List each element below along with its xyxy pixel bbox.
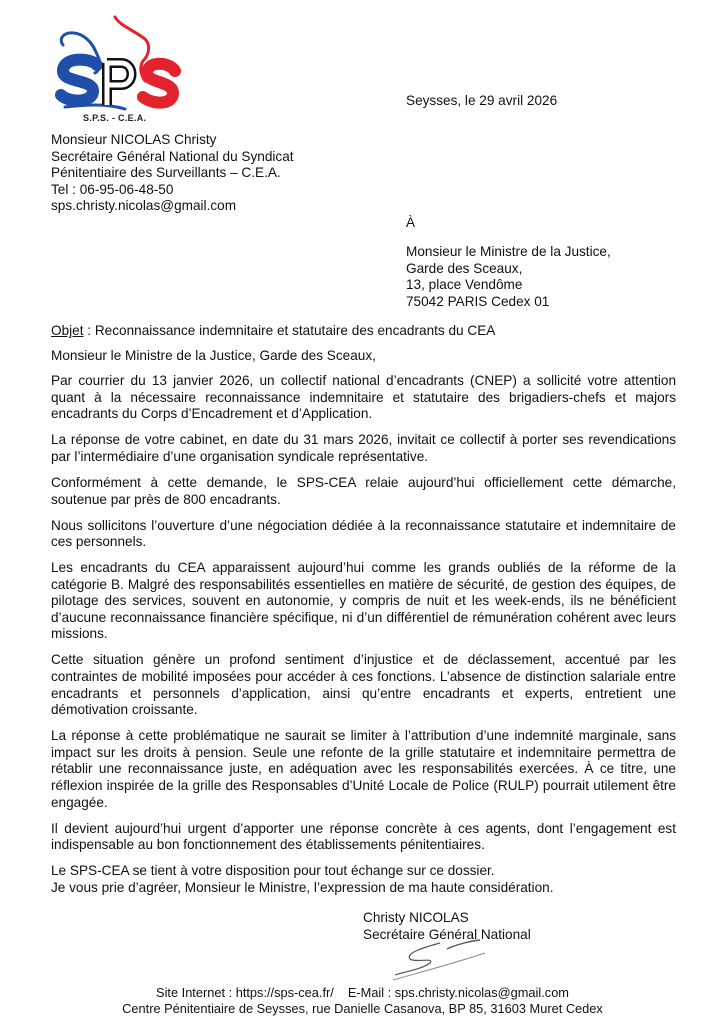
sender-block (51, 132, 294, 215)
sps-logo-icon (55, 15, 185, 115)
footer-address: Centre Pénitentiaire de Seysses, rue Danielle Casanova, BP 85, 31603 Muret Cedex (122, 1000, 603, 1016)
body-paragraph: Nous sollicitons l’ouverture d’une négociation dédiée à la reconnaissance statutaire et indemnitaire de ces personnels. (51, 517, 676, 550)
body-paragraph: La réponse de votre cabinet, en date du 31 mars 2026, invitait ce collectif à porter ses revendications par l’intermédiaire d’une organisation syndicale représentative. (51, 432, 676, 464)
letter-body (51, 323, 676, 896)
recipient-block (406, 244, 611, 310)
closing-line: Le SPS-CEA se tient à votre disposition pour tout échange sur ce dossier. (51, 863, 495, 879)
signatory-title: Secrétaire Général National (363, 926, 531, 942)
logo-caption: S.P.S. - C.E.A. (83, 113, 147, 123)
body-paragraph: Il devient aujourd’hui urgent d’apporter une réponse concrète à ces agents, dont l’engagement est indispensable au bon fonctionnement des établissements pénitentiaires. (51, 820, 676, 853)
footer-email[interactable]: E-Mail : sps.christy.nicolas@gmail.com (347, 985, 569, 1000)
recipient-line: Garde des Sceaux, (406, 260, 523, 276)
body-paragraph: Cette situation génère un profond sentiment d’injustice et de déclassement, accentué par les contraintes de mobilité imposées pour accéder à ces fonctions. L’absence de distinction salariale entre encadrants et personnels d’application, ainsi qu’entre encadrants et experts, entretient une démotivation croissante. (51, 652, 676, 718)
recipient-line: 75042 PARIS Cedex 01 (406, 293, 550, 309)
recipient-line: 13, place Vendôme (406, 277, 523, 293)
body-paragraph: Par courrier du 13 janvier 2026, un collectif national d’encadrants (CNEP) a sollicité votre attention quant à la nécessaire reconnaissance indemnitaire et statutaire des brigadiers-chefs et majors encadrants du Corps d’Encadrement et d’Application. (51, 373, 676, 422)
subject-line (51, 323, 676, 340)
sender-organization: Pénitentiaire des Surveillants – C.E.A. (51, 165, 281, 181)
body-paragraph: La réponse à cette problématique ne saurait se limiter à l’attribution d’une indemnité marginale, sans impact sur les droits à pension. Seule une refonte de la grille statutaire et indemnitaire permettra de rétablir une reconnaissance juste, en adéquation avec les responsabilités exercées. À ce titre, une réflexion inspirée de la grille des Responsables d’Unité Locale de Police (RULP) pourrait utilement être engagée. (51, 728, 676, 810)
signatory-name: Christy NICOLAS (363, 910, 469, 925)
sender-title: Secrétaire Général National du Syndicat (51, 148, 294, 164)
sender-name: Monsieur NICOLAS Christy (51, 132, 217, 147)
closing-formula: Je vous prie d’agréer, Monsieur le Ministre, l’expression de ma haute considération. (51, 879, 554, 895)
sender-phone: Tel : 06-95-06-48-50 (51, 181, 174, 197)
body-paragraph: Conformément à cette demande, le SPS-CEA relaie aujourd’hui officiellement cette démarche, soutenue par près de 800 encadrants. (51, 474, 676, 507)
subject-separator: : (83, 323, 95, 338)
footer-website[interactable]: Site Internet : https://sps-cea.fr/ (156, 985, 334, 1000)
sps-cea-logo (55, 15, 185, 125)
handwritten-signature-icon (385, 935, 505, 990)
subject-text: Reconnaissance indemnitaire et statutaire des encadrants du CEA (94, 323, 496, 338)
date-line: Seysses, le 29 avril 2026 (406, 93, 558, 108)
recipient-prefix: À (406, 215, 416, 230)
sender-email: sps.christy.nicolas@gmail.com (51, 198, 237, 214)
salutation: Monsieur le Ministre de la Justice, Garde des Sceaux, (51, 347, 376, 363)
page-footer (0, 985, 725, 1016)
body-paragraph: Les encadrants du CEA apparaissent aujourd’hui comme les grands oubliés de la réforme de la catégorie B. Malgré des responsabilités essentielles en matière de sécurité, de gestion des équipes, de pilotage des services, souvent en autonomie, y compris de nuit et les week-ends, ils ne bénéficient d’aucune reconnaissance financière spécifique, ni d’un différentiel de rémunération cohérent avec leurs missions. (51, 560, 676, 642)
recipient-line: Monsieur le Ministre de la Justice, (406, 244, 611, 259)
subject-label: Objet (51, 323, 84, 338)
